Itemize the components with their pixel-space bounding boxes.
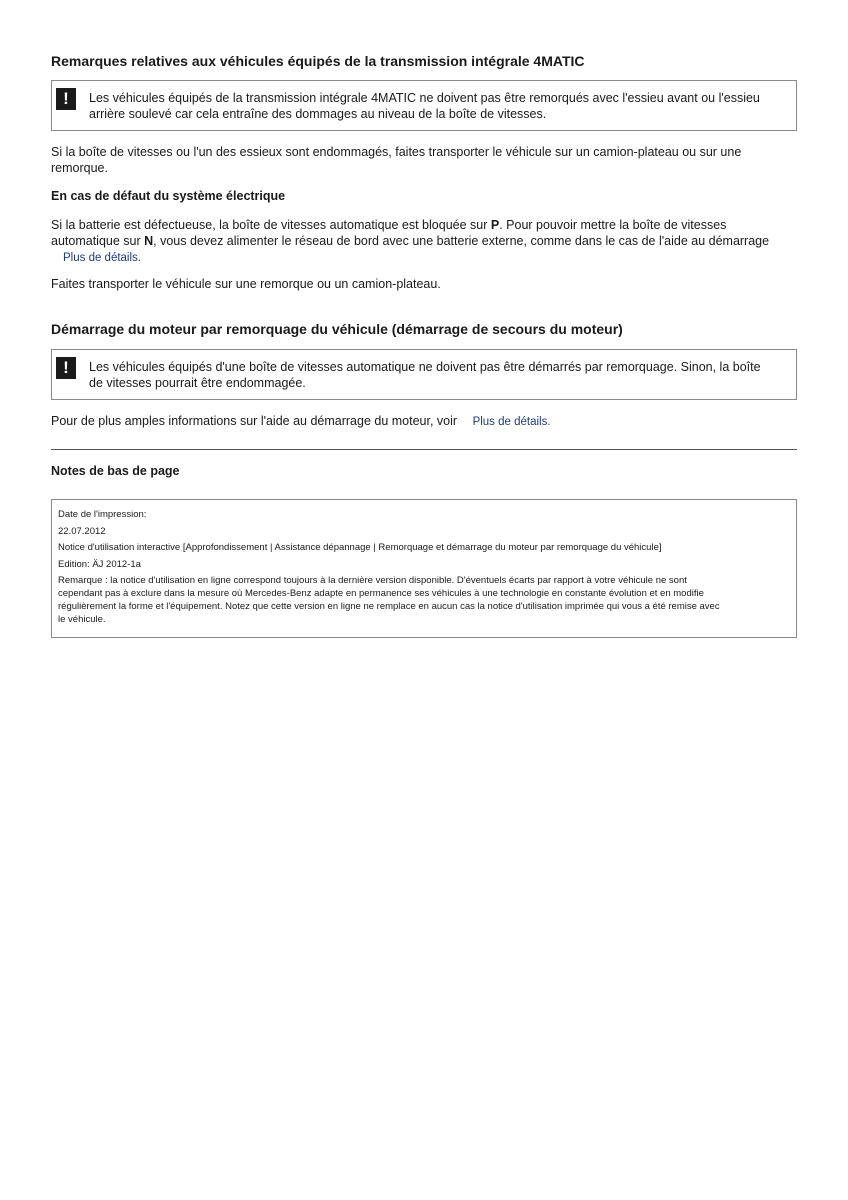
paragraph-transport: Faites transporter le véhicule sur une remorque ou un camion-plateau.	[51, 277, 441, 291]
link-period: .	[137, 252, 141, 264]
paragraph-text: , vous devez alimenter le réseau de bord avec une batterie externe, comme dans le cas de l'aide au démarrage	[153, 234, 770, 248]
gear-position-p: P	[490, 218, 500, 232]
note-line: régulièrement la forme et l'équipement. Notez que cette version en ligne ne remplace en aucun cas la notice d'utilisation imprimée qui vous a été remise avec	[58, 601, 720, 612]
warning-text-line: Les véhicules équipés d'une boîte de vitesses automatique ne doivent pas être démarrés par remorquage. Sinon, la boîte	[89, 360, 761, 374]
warning-text-line: Les véhicules équipés de la transmission intégrale 4MATIC ne doivent pas être remorqués avec l'essieu avant ou l'essieu	[89, 91, 760, 105]
note-line: le véhicule.	[58, 614, 106, 625]
print-date: 22.07.2012	[58, 525, 106, 537]
warning-box-4matic	[51, 80, 797, 131]
footnotes-title: Notes de bas de page	[51, 464, 180, 478]
subsection-title-electrical: En cas de défaut du système électrique	[51, 189, 286, 203]
footnotes-box	[51, 499, 797, 638]
note-line: cependant pas à exclure dans la mesure où Mercedes-Benz adapte en permanence ses véhicules à une technologie en constante évolution et en modifie	[58, 588, 704, 599]
print-date-label: Date de l'impression:	[58, 509, 147, 520]
paragraph-text: Si la batterie est défectueuse, la boîte de vitesses automatique est bloquée sur	[51, 218, 491, 232]
paragraph-line: remorque.	[51, 161, 108, 175]
disclaimer-note	[58, 574, 788, 626]
paragraph-text: Pour de plus amples informations sur l'aide au démarrage du moteur, voir	[51, 414, 458, 428]
warning-exclamation-icon: !	[56, 88, 76, 110]
more-details-link[interactable]	[63, 250, 141, 266]
link-period: .	[547, 416, 551, 428]
section-title-4matic: Remarques relatives aux véhicules équipés de la transmission intégrale 4MATIC	[51, 53, 585, 69]
link-label[interactable]: Plus de détails	[63, 252, 138, 264]
note-line: Remarque : la notice d'utilisation en ligne correspond toujours à la dernière version disponible. D'éventuels écarts par rapport à votre véhicule ne sont	[58, 575, 687, 586]
paragraph-more-info	[51, 413, 797, 430]
paragraph-line: Si la boîte de vitesses ou l'un des essieux sont endommagés, faites transporter le véhicule sur un camion-plateau ou sur une	[51, 145, 742, 159]
gear-position-n: N	[144, 234, 154, 248]
warning-text-line: arrière soulevé car cela entraîne des dommages au niveau de la boîte de vitesses.	[89, 107, 547, 121]
more-details-link[interactable]	[473, 414, 551, 430]
edition: Edition: ÄJ 2012-1a	[58, 558, 141, 570]
document-path: Notice d'utilisation interactive [Approfondissement | Assistance dépannage | Remorquage et démarrage du moteur par remorquage du véhicule]	[58, 542, 662, 553]
section-title-tow-start: Démarrage du moteur par remorquage du véhicule (démarrage de secours du moteur)	[51, 321, 623, 337]
section-divider	[51, 449, 797, 450]
link-label[interactable]: Plus de détails	[472, 416, 548, 428]
paragraph-text: automatique sur	[51, 234, 145, 248]
paragraph-battery	[51, 217, 797, 266]
warning-exclamation-icon: !	[56, 357, 76, 379]
warning-text-tow-start	[89, 359, 789, 391]
warning-text-line: de vitesses pourrait être endommagée.	[89, 376, 306, 390]
warning-text-4matic	[89, 90, 789, 122]
paragraph-text: . Pour pouvoir mettre la boîte de vitesses	[499, 218, 727, 232]
warning-box-tow-start	[51, 349, 797, 400]
paragraph-damaged-gearbox	[51, 144, 797, 176]
